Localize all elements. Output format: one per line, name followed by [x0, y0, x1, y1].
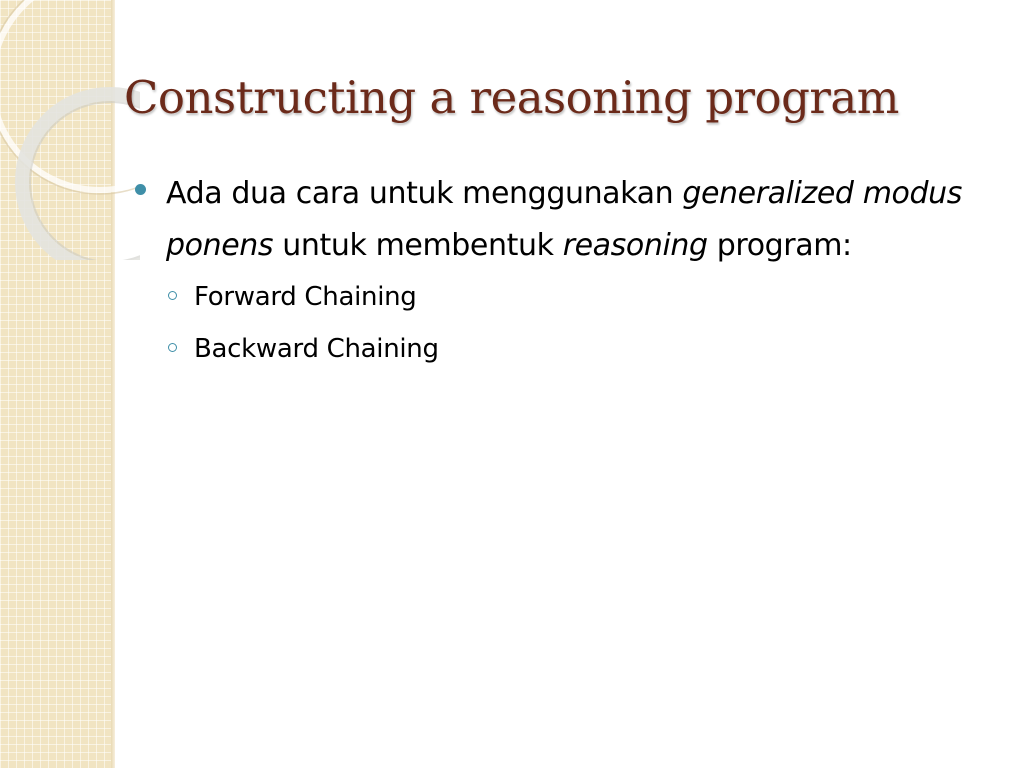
sub-bullet-label: Forward Chaining [194, 282, 417, 312]
sub-bullet-list [132, 272, 1002, 376]
bullet-text-part2: untuk membentuk [273, 228, 563, 263]
bullet-dot-icon [135, 184, 146, 195]
bullet-text [166, 168, 1002, 272]
bullet-text-part3: program: [707, 228, 852, 263]
bullet-text-italic-term2: reasoning [562, 228, 708, 263]
slide-content [132, 168, 1002, 376]
ring-bullet-icon [168, 343, 177, 352]
sub-bullet-item [166, 272, 1002, 324]
sub-bullet-item [166, 324, 1002, 376]
bullet-item [132, 168, 1002, 272]
bullet-text-italic-term1: generalized modus ponens [166, 176, 962, 263]
ring-bullet-icon [168, 291, 177, 300]
decorative-circles [0, 0, 140, 260]
slide-title: Constructing a reasoning program [124, 71, 899, 124]
bullet-text-part1: Ada dua cara untuk menggunakan [166, 176, 683, 211]
sub-bullet-label: Backward Chaining [194, 334, 439, 364]
